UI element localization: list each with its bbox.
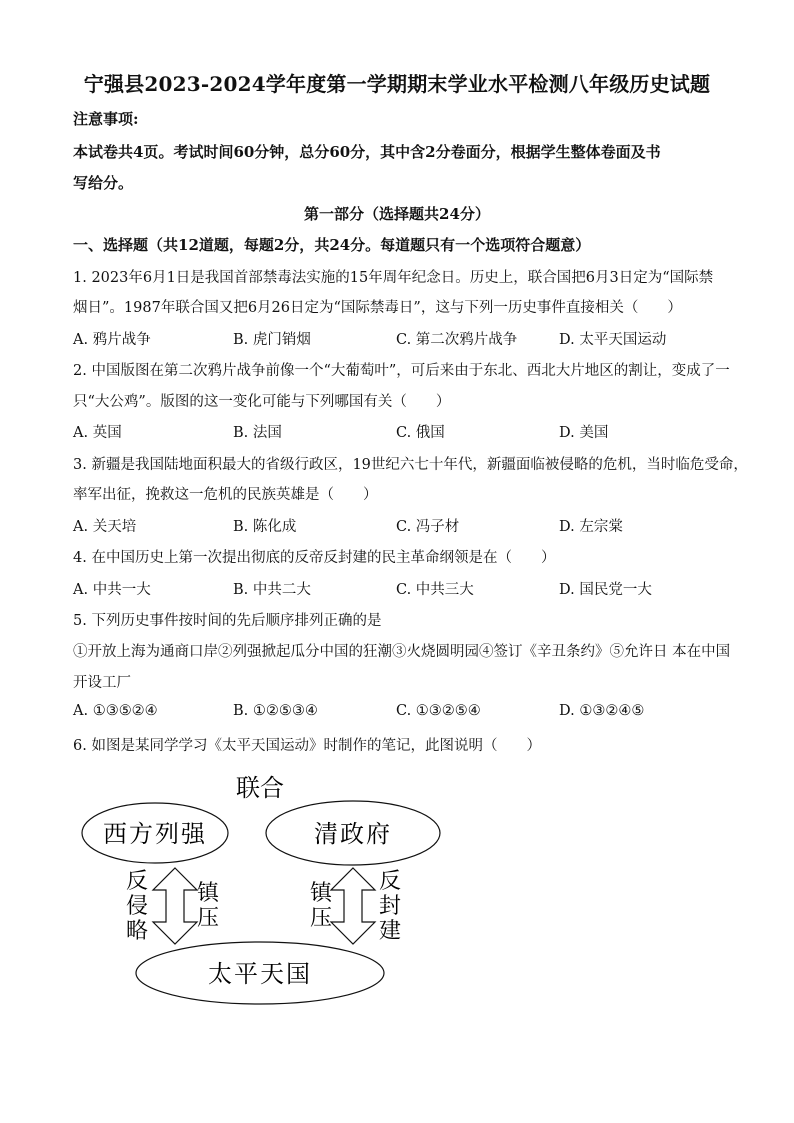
right-outer-char-1: 反: [378, 869, 402, 894]
option-a[interactable]: A. ①③⑤②④: [73, 703, 158, 719]
right-inner-char-1: 镇: [309, 881, 333, 906]
option-b[interactable]: B. ①②⑤③④: [233, 703, 318, 719]
option-b[interactable]: B. 法国: [233, 425, 282, 441]
option-d[interactable]: D. 左宗棠: [559, 519, 623, 535]
option-d[interactable]: D. 太平天国运动: [559, 332, 667, 348]
notice-line-2: 写给分。: [73, 174, 134, 192]
right-ellipse-label: 清政府: [314, 820, 392, 848]
question-2-options: [73, 421, 733, 441]
option-b[interactable]: B. 中共二大: [233, 582, 311, 598]
question-5-line-3: 开设工厂: [73, 675, 131, 691]
option-a[interactable]: A. 鸦片战争: [73, 332, 151, 348]
question-1-line-2: 烟日”。1987年联合国又把6月26日定为“国际禁毒日”，这与下列一历史事件直接相关（ ）: [73, 300, 682, 316]
bottom-ellipse-label: 太平天国: [208, 960, 312, 988]
diagram-svg: [70, 770, 450, 1030]
left-inner-char-1: 镇: [196, 881, 220, 906]
option-d[interactable]: D. 国民党一大: [559, 582, 652, 598]
option-b[interactable]: B. 虎门销烟: [233, 332, 311, 348]
option-c[interactable]: C. 冯子材: [396, 519, 460, 535]
right-double-arrow: [331, 868, 375, 944]
notice-heading: 注意事项:: [73, 110, 139, 128]
section-heading: 第一部分（选择题共24分）: [304, 205, 490, 223]
option-b[interactable]: B. 陈化成: [233, 519, 297, 535]
question-1-options: [73, 328, 733, 348]
option-c[interactable]: C. 第二次鸦片战争: [396, 332, 518, 348]
question-6-line-1: 6. 如图是某同学学习《太平天国运动》时制作的笔记，此图说明（ ）: [73, 738, 541, 754]
left-double-arrow: [153, 868, 197, 944]
question-5-options: [73, 703, 733, 723]
question-2-line-2: 只“大公鸡”。版图的这一变化可能与下列哪国有关（ ）: [73, 394, 451, 410]
option-c[interactable]: C. ①③②⑤④: [396, 703, 481, 719]
question-4-line-1: 4. 在中国历史上第一次提出彻底的反帝反封建的民主革命纲领是在（ ）: [73, 550, 556, 566]
right-inner-char-2: 压: [309, 906, 333, 931]
question-2-line-1: 2. 中国版图在第二次鸦片战争前像一个“大葡萄叶”，可后来由于东北、西北大片地区的割让，变成了一: [73, 363, 730, 379]
left-outer-char-1: 反: [125, 869, 149, 894]
option-d[interactable]: D. 美国: [559, 425, 609, 441]
part-heading: 一、选择题（共12道题，每题2分，共24分。每道题只有一个选项符合题意）: [73, 236, 591, 254]
question-3-options: [73, 515, 733, 535]
question-5-line-2: ①开放上海为通商口岸②列强掀起瓜分中国的狂潮③火烧圆明园④签订《辛丑条约》⑤允许日 本在中国: [73, 644, 731, 660]
right-outer-char-2: 封: [378, 894, 402, 919]
option-c[interactable]: C. 中共三大: [396, 582, 474, 598]
question-3-line-2: 率军出征，挽救这一危机的民族英雄是（ ）: [73, 487, 378, 503]
exam-title: 宁强县2023-2024学年度第一学期期末学业水平检测八年级历史试题: [83, 72, 711, 96]
left-outer-char-3: 略: [125, 919, 149, 944]
taiping-diagram: [70, 770, 450, 1030]
option-a[interactable]: A. 关天培: [73, 519, 137, 535]
question-4-options: [73, 578, 733, 598]
option-a[interactable]: A. 英国: [73, 425, 122, 441]
right-outer-char-3: 建: [378, 919, 402, 944]
left-inner-char-2: 压: [196, 906, 220, 931]
top-label: 联合: [236, 774, 284, 802]
option-c[interactable]: C. 俄国: [396, 425, 445, 441]
left-ellipse-label: 西方列强: [103, 820, 207, 848]
notice-line-1: 本试卷共4页。考试时间60分钟，总分60分，其中含2分卷面分，根据学生整体卷面及书: [73, 143, 661, 161]
option-a[interactable]: A. 中共一大: [73, 582, 151, 598]
question-3-line-1: 3. 新疆是我国陆地面积最大的省级行政区，19世纪六七十年代，新疆面临被侵略的危机，当时临危受命，: [73, 457, 748, 473]
left-outer-char-2: 侵: [125, 894, 149, 919]
question-5-line-1: 5. 下列历史事件按时间的先后顺序排列正确的是: [73, 613, 382, 629]
option-d[interactable]: D. ①③②④⑤: [559, 703, 645, 719]
question-1-line-1: 1. 2023年6月1日是我国首部禁毒法实施的15年周年纪念日。历史上，联合国把6月3日定为“国际禁: [73, 270, 714, 286]
